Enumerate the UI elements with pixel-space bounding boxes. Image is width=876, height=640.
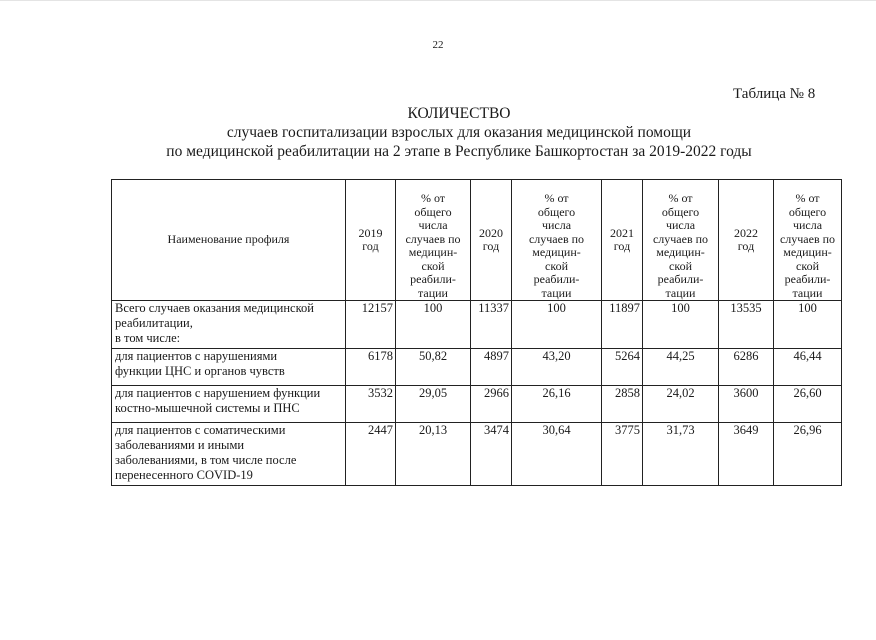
- header-pct-2020: % от общего числа случаев по медицин- ской реабили- тации: [512, 180, 602, 301]
- cell-2022: 3649: [719, 423, 774, 486]
- table-row: [112, 423, 842, 486]
- cell-pct-2020: 100: [512, 301, 602, 349]
- header-year-2021: 2021 год: [602, 180, 643, 301]
- cell-pct-2022: 100: [774, 301, 842, 349]
- cell-pct-2022: 46,44: [774, 349, 842, 386]
- table-row: [112, 349, 842, 386]
- table-row: [112, 301, 842, 349]
- hospitalization-table: [111, 179, 842, 486]
- row-name: для пациентов с соматическими заболеваниями и иными заболеваниями, в том числе после перенесенного COVID-19: [112, 423, 346, 486]
- header-year-2022: 2022 год: [719, 180, 774, 301]
- cell-pct-2019: 50,82: [396, 349, 471, 386]
- header-year-2020: 2020 год: [471, 180, 512, 301]
- table-label: Таблица № 8: [733, 86, 816, 102]
- cell-2021: 2858: [602, 386, 643, 423]
- cell-2021: 11897: [602, 301, 643, 349]
- cell-2019: 6178: [346, 349, 396, 386]
- cell-pct-2022: 26,96: [774, 423, 842, 486]
- document-title: КОЛИЧЕСТВО: [407, 105, 511, 122]
- cell-pct-2019: 20,13: [396, 423, 471, 486]
- row-name: для пациентов с нарушением функции костно-мышечной системы и ПНС: [112, 386, 346, 423]
- cell-pct-2021: 44,25: [643, 349, 719, 386]
- cell-pct-2020: 30,64: [512, 423, 602, 486]
- row-name: для пациентов с нарушениями функции ЦНС и органов чувств: [112, 349, 346, 386]
- table-row: [112, 386, 842, 423]
- header-pct-2019: % от общего числа случаев по медицин- ской реабили- тации: [396, 180, 471, 301]
- header-profile-name: Наименование профиля: [112, 180, 346, 301]
- subtitle-line-1: случаев госпитализации взрослых для оказания медицинской помощи: [226, 124, 692, 141]
- subtitle-line-2: по медицинской реабилитации на 2 этапе в Республике Башкортостан за 2019-2022 годы: [166, 142, 752, 160]
- cell-pct-2021: 31,73: [643, 423, 719, 486]
- cell-2021: 3775: [602, 423, 643, 486]
- cell-2020: 11337: [471, 301, 512, 349]
- cell-2022: 13535: [719, 301, 774, 349]
- document-subtitle: [0, 124, 876, 161]
- cell-pct-2020: 43,20: [512, 349, 602, 386]
- page-number: 22: [432, 39, 444, 51]
- cell-2020: 4897: [471, 349, 512, 386]
- cell-pct-2020: 26,16: [512, 386, 602, 423]
- scan-edge-line: [0, 0, 876, 1]
- cell-2020: 2966: [471, 386, 512, 423]
- table-header-row: [112, 180, 842, 301]
- row-name: Всего случаев оказания медицинской реабилитации, в том числе:: [112, 301, 346, 349]
- cell-2019: 2447: [346, 423, 396, 486]
- cell-pct-2021: 100: [643, 301, 719, 349]
- header-year-2019: 2019 год: [346, 180, 396, 301]
- cell-pct-2019: 29,05: [396, 386, 471, 423]
- cell-2020: 3474: [471, 423, 512, 486]
- cell-2021: 5264: [602, 349, 643, 386]
- cell-2019: 12157: [346, 301, 396, 349]
- cell-2022: 3600: [719, 386, 774, 423]
- cell-pct-2019: 100: [396, 301, 471, 349]
- header-pct-2021: % от общего числа случаев по медицин- ской реабили- тации: [643, 180, 719, 301]
- cell-2022: 6286: [719, 349, 774, 386]
- cell-2019: 3532: [346, 386, 396, 423]
- header-pct-2022: % от общего числа случаев по медицин- ской реабили- тации: [774, 180, 842, 301]
- cell-pct-2022: 26,60: [774, 386, 842, 423]
- cell-pct-2021: 24,02: [643, 386, 719, 423]
